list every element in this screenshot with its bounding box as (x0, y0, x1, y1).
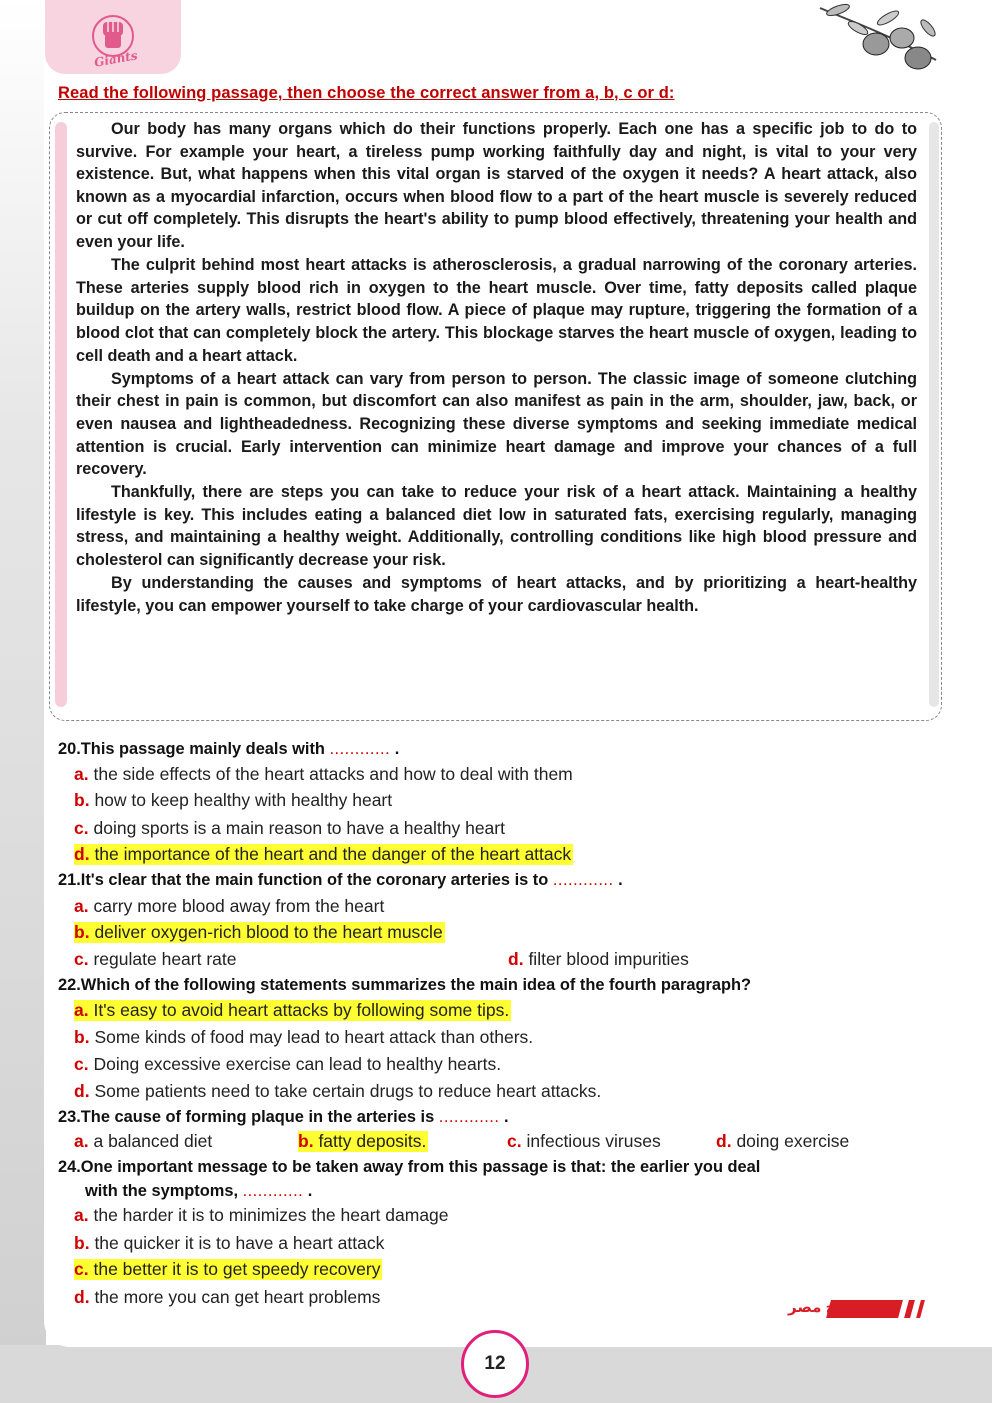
paragraph-3: Symptoms of a heart attack can vary from person to person. The classic image of someone clutching their chest in pain is common, but discomfort can also manifest as pain in the arm, shoulder, jaw, back, or even nausea and lightheadedness. Recognizing these diverse symptoms and seeking immediate medical attention is crucial. Early intervention can minimize heart damage and improve your chances of a full recovery. (76, 369, 917, 479)
option-text: the importance of the heart and the danger of the heart attack (94, 844, 572, 864)
question-number: 21. (58, 871, 81, 889)
option-text: the harder it is to minimizes the heart damage (93, 1205, 449, 1225)
option-letter: d. (508, 949, 524, 969)
highlighted-answer (74, 844, 573, 865)
q23-option-d[interactable] (716, 1131, 849, 1152)
option-text: It's easy to avoid heart attacks by following some tips. (93, 1000, 510, 1020)
answer-blank: ............ (242, 1182, 304, 1200)
option-text: the quicker it is to have a heart attack (94, 1233, 385, 1253)
q24-option-a[interactable] (74, 1205, 449, 1226)
olive-branch-icon (818, 0, 938, 76)
q23-option-a[interactable] (74, 1131, 212, 1152)
question-text-line-1: One important message to be taken away from this passage is that: the earlier you deal (80, 1158, 761, 1176)
option-letter: c. (507, 1131, 522, 1151)
sabah-masr-brand (784, 1296, 940, 1322)
logo-text: Giants (93, 48, 139, 70)
question-end: . (503, 1108, 509, 1126)
reading-passage (76, 118, 917, 618)
option-text: Some patients need to take certain drugs to reduce heart attacks. (94, 1081, 602, 1101)
answer-blank: ............ (438, 1108, 500, 1126)
question-text-line-2: with the symptoms, (85, 1182, 238, 1200)
highlighted-answer (74, 1000, 511, 1021)
passage-gray-strip (929, 122, 939, 707)
option-letter: b. (74, 1027, 90, 1047)
q23-option-c[interactable] (507, 1131, 661, 1152)
option-text: the side effects of the heart attacks and how to deal with them (93, 764, 573, 784)
option-text: the more you can get heart problems (94, 1287, 381, 1307)
option-letter: a. (74, 1205, 89, 1225)
paragraph-1: Our body has many organs which do their functions properly. Each one has a specific job to do to survive. For example your heart, a tireless pump working faithfully day and night, is vital to your very existence. But, what happens when this vital organ is starved of the oxygen it needs? A heart attack, also known as a myocardial infarction, occurs when blood flow to a part of the heart muscle is severely reduced or cut off completely. This disrupts the heart's ability to pump blood effectively, threatening your health and even your life. (76, 120, 917, 251)
option-text: filter blood impurities (528, 949, 689, 969)
question-end: . (618, 871, 623, 889)
paragraph-4: Thankfully, there are steps you can take to reduce your risk of a heart attack. Maintaining a healthy lifestyle is key. This includes eating a balanced diet low in saturated fats, exercising regularly, managing stress, and maintaining a healthy weight. Additionally, controlling conditions like high blood pressure and cholesterol can significantly decrease your risk. (76, 483, 917, 570)
question-end: . (307, 1182, 313, 1200)
question-text: It's clear that the main function of the coronary arteries is to (80, 871, 549, 889)
option-letter: c. (74, 949, 89, 969)
q22-option-c[interactable] (74, 1054, 501, 1075)
question-22 (58, 976, 751, 995)
highlighted-answer (74, 922, 445, 943)
paragraph-2: The culprit behind most heart attacks is atherosclerosis, a gradual narrowing of the coronary arteries. These arteries supply blood rich in oxygen to the heart muscle. Over time, fatty deposits called plaque buildup on the artery walls, restrict blood flow. A piece of plaque may rupture, triggering the formation of a blood clot that can completely block the artery. This blockage starves the heart muscle of oxygen, leading to cell death and a heart attack. (76, 256, 917, 365)
option-letter: a. (74, 764, 89, 784)
option-letter: d. (716, 1131, 732, 1151)
option-letter: d. (74, 1287, 90, 1307)
question-21 (58, 871, 623, 890)
answer-blank: ............ (552, 871, 614, 889)
q21-option-a[interactable] (74, 896, 384, 917)
q20-option-b[interactable] (74, 790, 392, 811)
q20-option-c[interactable] (74, 818, 505, 839)
question-24-continued (85, 1182, 312, 1201)
option-text: doing exercise (736, 1131, 850, 1151)
paragraph-5: By understanding the causes and symptoms of heart attacks, and by prioritizing a heart-healthy lifestyle, you can empower yourself to take charge of your cardiovascular health. (76, 574, 917, 615)
q24-option-b[interactable] (74, 1233, 384, 1254)
question-end: . (394, 740, 400, 758)
question-number: 20. (58, 740, 81, 758)
brand-text: صباح مصر (788, 1299, 863, 1316)
page-number: 12 (461, 1330, 529, 1398)
q22-option-a[interactable] (74, 1000, 511, 1021)
option-letter: d. (74, 1081, 90, 1101)
option-letter: c. (74, 1054, 89, 1074)
highlighted-answer (298, 1131, 428, 1152)
option-text: deliver oxygen-rich blood to the heart muscle (94, 922, 443, 942)
option-text: how to keep healthy with healthy heart (94, 790, 393, 810)
option-letter: b. (74, 790, 90, 810)
question-number: 24. (58, 1158, 81, 1176)
option-letter: c. (74, 818, 89, 838)
option-text: the better it is to get speedy recovery (93, 1259, 381, 1279)
option-letter: b. (74, 922, 90, 942)
passage-pink-strip (55, 122, 67, 707)
option-letter: b. (74, 1233, 90, 1253)
option-text: fatty deposits. (318, 1131, 427, 1151)
q20-option-a[interactable] (74, 764, 573, 785)
q21-option-c[interactable] (74, 949, 237, 970)
question-20 (58, 740, 399, 759)
option-text: a balanced diet (93, 1131, 213, 1151)
q20-option-d[interactable] (74, 844, 573, 865)
option-letter: a. (74, 1000, 89, 1020)
q21-option-b[interactable] (74, 922, 445, 943)
option-text: regulate heart rate (93, 949, 237, 969)
option-text: Doing excessive exercise can lead to healthy hearts. (93, 1054, 502, 1074)
question-text: This passage mainly deals with (80, 740, 325, 758)
question-24 (58, 1158, 760, 1177)
q23-option-b[interactable] (298, 1131, 428, 1152)
option-letter: d. (74, 844, 90, 864)
option-letter: a. (74, 896, 89, 916)
option-letter: c. (74, 1259, 89, 1279)
option-letter: b. (298, 1131, 314, 1151)
option-text: doing sports is a main reason to have a healthy heart (93, 818, 505, 838)
option-text: Some kinds of food may lead to heart attack than others. (94, 1027, 534, 1047)
q21-option-d[interactable] (508, 949, 689, 970)
q24-option-c[interactable] (74, 1259, 382, 1280)
left-gray-margin (0, 0, 46, 1403)
question-number: 23. (58, 1108, 81, 1126)
question-text: Which of the following statements summarizes the main idea of the fourth paragraph? (80, 976, 752, 994)
q22-option-b[interactable] (74, 1027, 533, 1048)
option-letter: a. (74, 1131, 89, 1151)
instruction-heading: Read the following passage, then choose the correct answer from a, b, c or d: (58, 84, 675, 102)
q24-option-d[interactable] (74, 1287, 380, 1308)
highlighted-answer (74, 1259, 382, 1280)
option-text: infectious viruses (526, 1131, 661, 1151)
question-text: The cause of forming plaque in the arteries is (80, 1108, 435, 1126)
answer-blank: ............ (329, 740, 391, 758)
question-number: 22. (58, 976, 81, 994)
q22-option-d[interactable] (74, 1081, 601, 1102)
question-23 (58, 1108, 509, 1127)
option-text: carry more blood away from the heart (93, 896, 385, 916)
